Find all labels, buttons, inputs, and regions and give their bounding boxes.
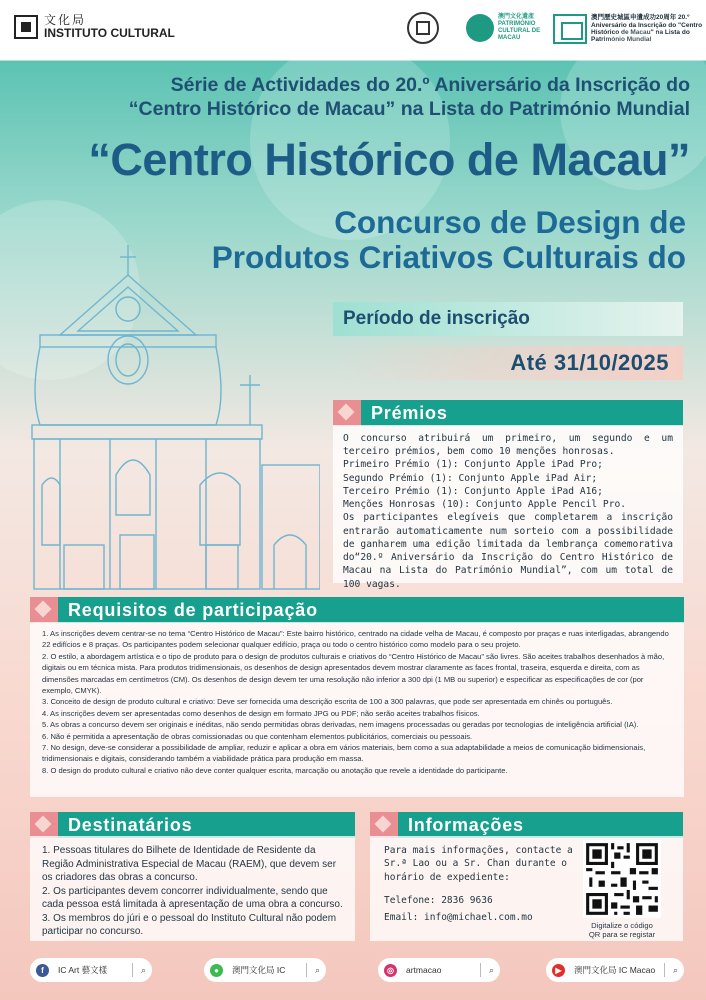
search-icon[interactable]: ⌕ bbox=[480, 963, 494, 977]
instituto-cultural-logo bbox=[14, 14, 175, 39]
premios-line: Os participantes elegíveis que completarem a inscrição entrarão automaticamente num sorteio com a possibilidade de ganharem uma edição limitada da lembrança comemorativa do“20.º Aniversário da Inscrição do Centro Histórico de Macau na Lista do Património Mundial”, com um total de 100 vagas. bbox=[343, 512, 673, 590]
contact-phone: Telefone: 2836 9636 bbox=[384, 894, 493, 906]
destinatarios-header bbox=[30, 812, 355, 838]
search-icon[interactable]: ⌕ bbox=[306, 963, 320, 977]
list-item: 3. Conceito de design de produto cultural e criativo: Deve ser fornecida uma descrição escrita de 100 a 300 palavras, que pode ser apresentada em chinês ou português. bbox=[42, 697, 613, 707]
series-subtitle-line: Série de Actividades do 20.º Aniversário da Inscrição do bbox=[170, 74, 690, 96]
informacoes-header bbox=[370, 812, 683, 838]
registration-deadline: Até 31/10/2025 bbox=[333, 346, 683, 380]
list-item: 3. Os membros do júri e o pessoal do Instituto Cultural não podem participar no concurso. bbox=[42, 912, 337, 937]
ic-logo-icon bbox=[14, 15, 38, 39]
search-icon[interactable]: ⌕ bbox=[664, 963, 678, 977]
patrimonio-logo-text: 澳門文化遺產 PATRIMÓNIO CULTURAL DE MACAU bbox=[498, 14, 541, 41]
list-item: 4. As inscrições devem ser apresentadas como desenhos de design em formato JPG ou PDF; não serão aceites trabalhos físicos. bbox=[42, 708, 480, 718]
requisitos-body bbox=[30, 622, 684, 797]
list-item: 6. Não é permitida a apresentação de obras comissionadas ou que contenham elementos publicitários, comerciais ou pessoais. bbox=[42, 731, 473, 741]
list-item: 2. O estilo, a abordagem artística e o tipo de produto para o design de produtos culturais e criativos do “Centro Histórico de Macau” são livres. São aceites trabalhos desenhados à mão, digitais ou em técnica mista. Para produtos tridimensionais, os desenhos de design apresentados devem mostrar claramente as faces frontal, traseira, esquerda e direita, com as dimensões marcadas em centímetros (CM). Os desenhos de design devem ter uma resolução não inferior a 300 dpi (1 MB ou superior) e especificar as especificações de cor (por exemplo, CMYK). bbox=[42, 651, 665, 695]
list-item: 7. No design, deve-se considerar a possibilidade de ampliar, reduzir e aplicar a obra em vários materiais, bem como a sua adaptabilidade a meios de comunicação bidimensionais, tridimensionais e digitais, considerando também a viabilidade prática para produção em massa. bbox=[42, 742, 646, 764]
list-item: 2. Os participantes devem concorrer individualmente, sendo que cada pessoa está limitada à apresentação de uma obra a concurso. bbox=[42, 885, 343, 910]
youtube-icon: ▶ bbox=[552, 964, 565, 977]
list-item: 5. As obras a concurso devem ser originais e inéditas, não sendo permitidas obras derivadas, nem imagens processadas ou geradas por tecnologias de inteligência artificial (IA). bbox=[42, 720, 639, 730]
search-icon[interactable]: ⌕ bbox=[132, 963, 146, 977]
anniversary-logo-text: 澳門歷史城區申遺成功20周年 20.º Aniversário da Inscrição do "Centro Histórico de Macau" na Lista do Património Mundial bbox=[591, 14, 703, 44]
wechat-icon: ● bbox=[210, 964, 223, 977]
patrimonio-icon bbox=[466, 14, 494, 42]
premios-line: Segundo Prémio (1): Conjunto Apple iPad Air; bbox=[343, 472, 598, 484]
contact-email[interactable]: Email: info@michael.com.mo bbox=[384, 912, 533, 924]
social-label: IC Art 藝文樣 bbox=[58, 965, 108, 975]
qr-caption-line: QR para se registar bbox=[588, 930, 656, 940]
anniversary-icon bbox=[553, 14, 587, 44]
social-label: artmacao bbox=[406, 965, 442, 975]
contest-title-line: Concurso de Design de bbox=[334, 204, 686, 240]
pattern-ornament-icon bbox=[30, 597, 58, 623]
social-wechat[interactable] bbox=[204, 958, 326, 982]
contact-intro: Para mais informações, contacte a Sr.ª Lao ou a Sr. Chan durante o horário de expediente: bbox=[384, 845, 573, 883]
destinatarios-body bbox=[30, 836, 355, 941]
pattern-ornament-icon bbox=[30, 812, 58, 838]
list-item: 1. Pessoas titulares do Bilhete de Identidade de Residente da Região Administrativa Especial de Macau (RAEM), que devem ser os criadores das obras a concurso. bbox=[42, 845, 337, 883]
contest-title-line: Produtos Criativos Culturais do bbox=[211, 239, 686, 276]
registration-qr-code[interactable] bbox=[583, 840, 661, 918]
premios-line: Primeiro Prémio (1): Conjunto Apple iPad Pro; bbox=[343, 459, 603, 471]
premios-line: Terceiro Prémio (1): Conjunto Apple iPad A16; bbox=[343, 485, 603, 497]
pattern-ornament-icon bbox=[370, 812, 398, 838]
premios-line: O concurso atribuirá um primeiro, um segundo e um terceiro prémios, bem como 10 menções honrosas. bbox=[343, 433, 673, 458]
social-youtube[interactable] bbox=[546, 958, 684, 982]
social-label: 澳門文化局 IC bbox=[232, 965, 286, 975]
premios-line: Menções Honrosas (10): Conjunto Apple Pencil Pro. bbox=[343, 499, 627, 511]
list-item: 1. As inscrições devem centrar-se no tema “Centro Histórico de Macau”: Este bairro histórico, centrado na cidade velha de Macau, é composto por praças e ruas interligadas, abrangendo 22 edifícios e 8 praças. Os participantes podem selecionar qualquer edifício, praça ou todo o centro histórico como modelo para o seu projeto. bbox=[42, 629, 669, 650]
social-label: 澳門文化局 IC Macao bbox=[574, 965, 656, 975]
world-heritage-seal-icon bbox=[407, 12, 439, 44]
qr-caption-line: Digitalize o código bbox=[591, 921, 653, 930]
requisitos-header bbox=[30, 597, 684, 623]
ic-logo-cn: 文化局 bbox=[44, 13, 87, 27]
premios-body bbox=[333, 425, 683, 590]
premios-header bbox=[333, 400, 683, 426]
patrimonio-cultural-logo bbox=[466, 14, 542, 42]
ic-logo-pt: INSTITUTO CULTURAL bbox=[44, 25, 175, 40]
church-facade-illustration bbox=[20, 245, 320, 590]
series-subtitle bbox=[100, 74, 690, 122]
pattern-ornament-icon bbox=[333, 400, 361, 426]
social-instagram[interactable] bbox=[378, 958, 500, 982]
list-item: 8. O design do produto cultural e criativo não deve conter qualquer escrita, marcação ou anotação que revele a identidade do participante. bbox=[42, 765, 508, 775]
destinatarios-title: Destinatários bbox=[68, 814, 193, 835]
registration-period-label: Período de inscrição bbox=[333, 302, 683, 336]
qr-caption bbox=[572, 921, 672, 939]
series-subtitle-line: “Centro Histórico de Macau” na Lista do Património Mundial bbox=[128, 97, 690, 120]
premios-title: Prémios bbox=[371, 402, 448, 423]
requisitos-title: Requisitos de participação bbox=[68, 599, 318, 620]
instagram-icon: ◎ bbox=[384, 964, 397, 977]
facebook-icon: f bbox=[36, 964, 49, 977]
main-title: “Centro Histórico de Macau” bbox=[88, 134, 690, 185]
social-facebook[interactable] bbox=[30, 958, 152, 982]
informacoes-title: Informações bbox=[408, 814, 524, 835]
